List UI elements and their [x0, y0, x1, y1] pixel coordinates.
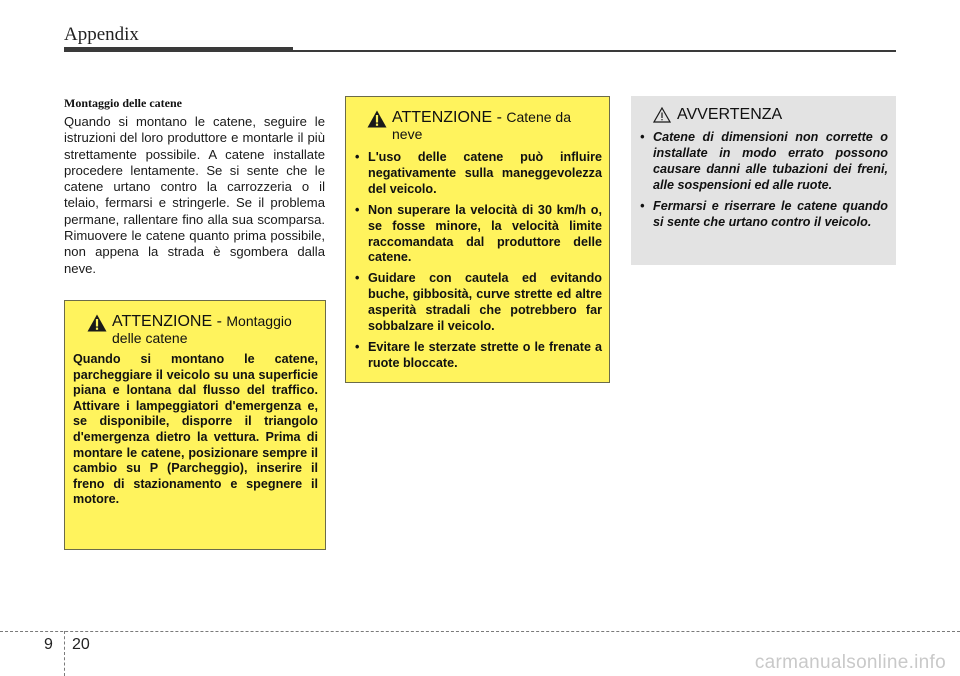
warning-triangle-icon	[367, 110, 387, 128]
intro-section	[64, 96, 325, 277]
chapter-number: 9	[44, 636, 53, 653]
footer-divider	[64, 631, 65, 676]
list-item: • Fermarsi e riserrare le catene quando si sente che urtano contro il veicolo.	[639, 199, 888, 231]
warning-list	[354, 150, 602, 372]
warning-title-sub: Catene da neve	[392, 109, 571, 142]
warning-title-main: ATTENZIONE -	[392, 109, 507, 126]
warning-title	[87, 313, 318, 347]
warning-box-snow-chains	[345, 96, 610, 383]
warning-title-sub: Montaggio delle catene	[112, 313, 292, 346]
notice-box	[631, 96, 896, 265]
list-item: • Catene di dimensioni non corrette o installate in modo errato possono causare danni alle tubazioni dei freni, alle sospensioni ed alle ruote.	[639, 130, 888, 194]
caution-triangle-icon	[653, 107, 671, 123]
page-header-title: Appendix	[64, 24, 139, 45]
list-item: • Guidare con cautela ed evitando buche, gibbosità, curve strette ed altre asperità stradali che potrebbero far sobbalzare il veicolo.	[354, 271, 602, 335]
section-body: Quando si montano le catene, seguire le istruzioni del loro produttore e montarle il più strettamente possibile. A catene installate procedere lentamente. Se si sente che le catene urtano contro la carrozzeria o il telaio, fermarsi e stringerle. Se il problema permane, rallentare fino alla sua scomparsa. Rimuovere le catene quanto prima possibile, non appena la strada è sgombera dalla neve.	[64, 114, 325, 276]
section-heading: Montaggio delle catene	[64, 96, 182, 110]
watermark: carmanualsonline.info	[754, 652, 946, 673]
header-rule-accent	[64, 47, 293, 52]
list-item: • Non superare la velocità di 30 km/h o, se fosse minore, la velocità limite raccomandata dal produttore delle catene.	[354, 203, 602, 267]
warning-box-mounting	[64, 300, 326, 550]
notice-title	[653, 106, 888, 124]
page-number: 20	[72, 636, 90, 653]
warning-title	[367, 109, 602, 143]
list-item: • L'uso delle catene può influire negativamente sulla maneggevolezza del veicolo.	[354, 150, 602, 198]
warning-title-main: ATTENZIONE -	[112, 313, 227, 330]
notice-title-text: AVVERTENZA	[677, 106, 783, 123]
footer-rule	[0, 631, 960, 632]
notice-list	[639, 130, 888, 230]
warning-triangle-icon	[87, 314, 107, 332]
list-item: • Evitare le sterzate strette o le frenate a ruote bloccate.	[354, 340, 602, 372]
warning-body: Quando si montano le catene, parcheggiare il veicolo su una superficie piana e lontana dal flusso del traffico. Attivare i lampeggiatori d'emergenza e, se disponibile, disporre il triangolo d'emergenza dietro la vettura. Prima di montare le catene, posizionare sempre il cambio su P (Parcheggio), inserire il freno di stazionamento e spegnere il motore.	[73, 352, 318, 507]
